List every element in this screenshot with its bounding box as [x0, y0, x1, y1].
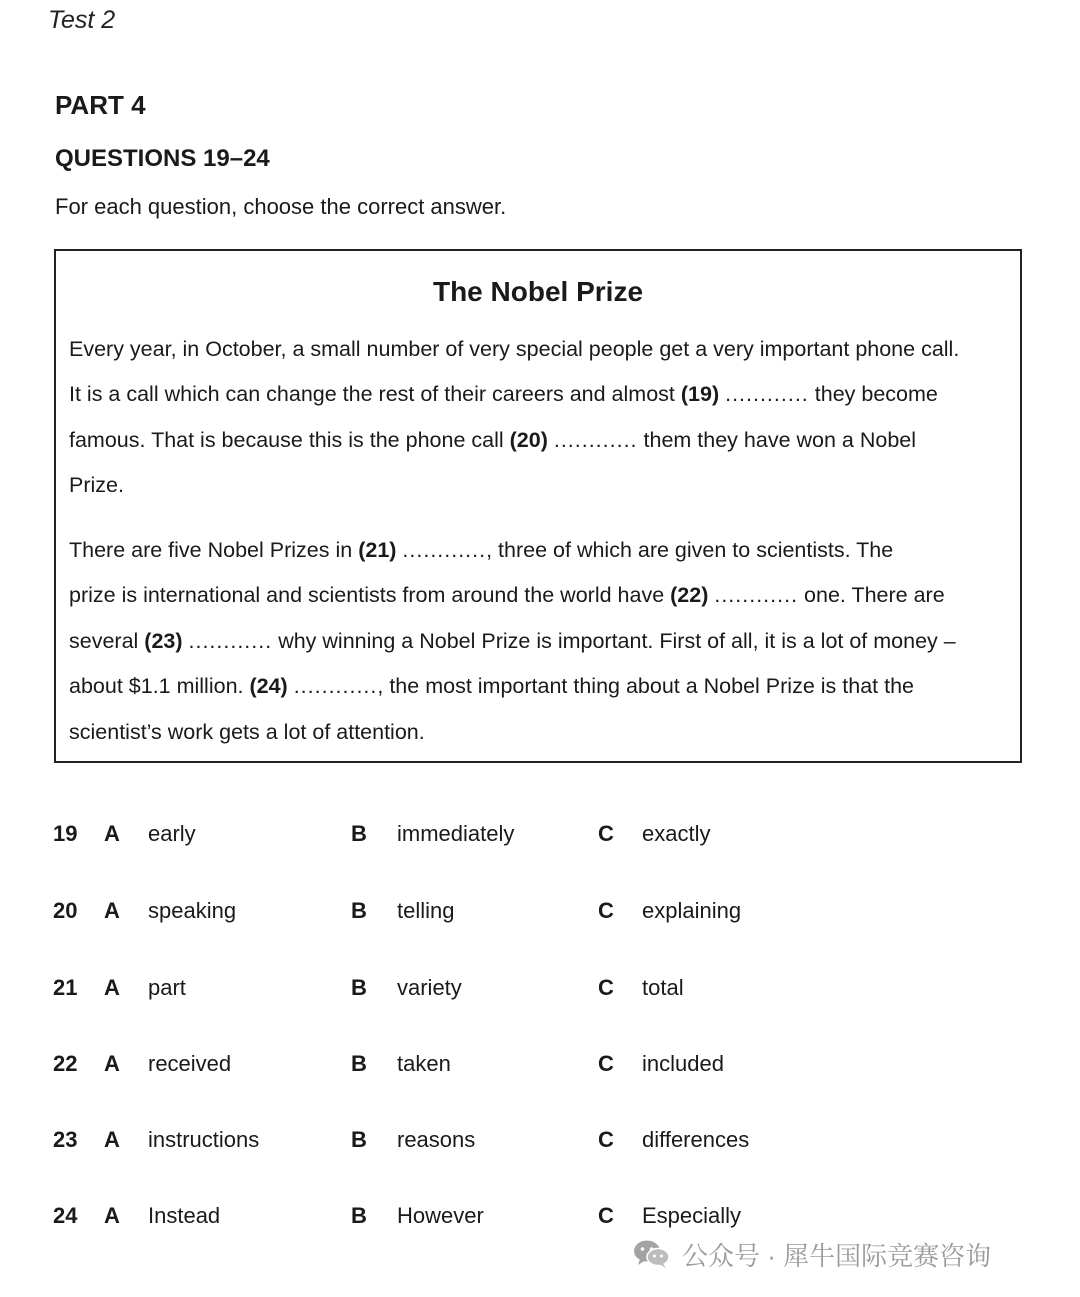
- page-header-label: Test 2: [48, 6, 116, 34]
- gap-22-blank[interactable]: ............: [714, 583, 799, 607]
- option-c-letter[interactable]: C: [598, 821, 614, 846]
- gap-20-blank[interactable]: ............: [553, 428, 638, 452]
- option-a-text[interactable]: received: [148, 1051, 232, 1076]
- passage-line-2: [69, 382, 938, 407]
- option-b-letter[interactable]: B: [351, 898, 367, 923]
- question-row-23: [0, 1127, 1080, 1167]
- option-c-letter[interactable]: C: [598, 975, 614, 1000]
- passage-text: It is a call which can change the rest of their careers and almost: [69, 382, 675, 406]
- question-number: 19: [53, 821, 78, 846]
- option-b-letter[interactable]: B: [351, 821, 367, 846]
- passage-text: they become: [814, 382, 938, 406]
- question-row-22: [0, 1051, 1080, 1091]
- option-c-text[interactable]: differences: [642, 1127, 750, 1152]
- watermark: [632, 1236, 991, 1272]
- option-c-letter[interactable]: C: [598, 1127, 614, 1152]
- passage-line-9: [69, 720, 425, 745]
- option-c-text[interactable]: total: [642, 975, 684, 1000]
- gap-21-number: (21): [358, 538, 397, 562]
- passage-title: The Nobel Prize: [432, 276, 644, 307]
- question-row-20: [0, 898, 1080, 938]
- question-row-21: [0, 975, 1080, 1015]
- option-b-letter[interactable]: B: [351, 1203, 367, 1228]
- question-number: 21: [53, 975, 78, 1000]
- passage-text: one. There are: [804, 583, 945, 607]
- question-row-19: [0, 821, 1080, 861]
- option-b-text[interactable]: taken: [397, 1051, 451, 1076]
- passage-line-7: [69, 629, 956, 654]
- question-number: 22: [53, 1051, 78, 1076]
- option-c-letter[interactable]: C: [598, 1051, 614, 1076]
- passage-text: why winning a Nobel Prize is important. First of all, it is a lot of money –: [278, 629, 956, 653]
- option-a-letter[interactable]: A: [104, 1127, 120, 1152]
- option-a-letter[interactable]: A: [104, 1051, 120, 1076]
- option-c-text[interactable]: included: [642, 1051, 724, 1076]
- passage-text: scientist’s work gets a lot of attention.: [69, 720, 425, 744]
- passage-line-8: [69, 674, 914, 699]
- passage-text: , three of which are given to scientists. The: [486, 538, 894, 562]
- gap-23-blank[interactable]: ............: [188, 629, 273, 653]
- option-a-text[interactable]: speaking: [148, 898, 237, 923]
- passage-line-5: [69, 538, 893, 563]
- option-c-text[interactable]: Especially: [642, 1203, 742, 1228]
- option-a-letter[interactable]: A: [104, 821, 120, 846]
- option-a-text[interactable]: instructions: [148, 1127, 260, 1152]
- option-a-text[interactable]: early: [148, 821, 196, 846]
- watermark-text: 公众号 · 犀牛国际竞赛咨询: [682, 1240, 992, 1271]
- question-number: 23: [53, 1127, 78, 1152]
- option-c-letter[interactable]: C: [598, 898, 614, 923]
- passage-line-3: [69, 428, 916, 453]
- passage-text: , the most important thing about a Nobel Prize is that the: [377, 674, 914, 698]
- passage-text: about $1.1 million.: [69, 674, 244, 698]
- passage-text: them they have won a Nobel: [643, 428, 917, 452]
- gap-21-blank[interactable]: ............: [402, 538, 487, 562]
- passage-text: prize is international and scientists from around the world have: [69, 583, 665, 607]
- question-number: 24: [53, 1203, 78, 1228]
- part-title: PART 4: [55, 90, 146, 120]
- option-c-letter[interactable]: C: [598, 1203, 614, 1228]
- option-b-text[interactable]: telling: [397, 898, 455, 923]
- option-b-letter[interactable]: B: [351, 975, 367, 1000]
- question-number: 20: [53, 898, 78, 923]
- option-a-letter[interactable]: A: [104, 898, 120, 923]
- passage-line-6: [69, 583, 945, 608]
- option-b-text[interactable]: However: [397, 1203, 484, 1228]
- gap-20-number: (20): [509, 428, 548, 452]
- passage-text: several: [69, 629, 139, 653]
- option-a-letter[interactable]: A: [104, 975, 120, 1000]
- option-c-text[interactable]: explaining: [642, 898, 742, 923]
- instructions-text: For each question, choose the correct answer.: [55, 194, 507, 219]
- passage-box: [54, 249, 1022, 763]
- passage-line-1: [69, 337, 959, 362]
- gap-24-blank[interactable]: ............: [293, 674, 378, 698]
- option-a-text[interactable]: Instead: [148, 1203, 221, 1228]
- option-a-text[interactable]: part: [148, 975, 186, 1000]
- gap-19-number: (19): [680, 382, 720, 406]
- passage-text: Every year, in October, a small number of very special people get a very important phone call.: [69, 337, 960, 361]
- option-b-letter[interactable]: B: [351, 1051, 367, 1076]
- option-b-letter[interactable]: B: [351, 1127, 367, 1152]
- gap-22-number: (22): [670, 583, 709, 607]
- option-c-text[interactable]: exactly: [642, 821, 711, 846]
- option-b-text[interactable]: immediately: [397, 821, 515, 846]
- gap-23-number: (23): [144, 629, 183, 653]
- gap-19-blank[interactable]: ............: [725, 382, 809, 406]
- wechat-icon: [632, 1238, 672, 1270]
- passage-text: famous. That is because this is the phone call: [69, 428, 504, 452]
- passage-line-4: [69, 473, 124, 498]
- option-b-text[interactable]: reasons: [397, 1127, 476, 1152]
- passage-text: There are five Nobel Prizes in: [69, 538, 353, 562]
- questions-title: QUESTIONS 19–24: [55, 145, 270, 172]
- option-a-letter[interactable]: A: [104, 1203, 120, 1228]
- passage-text: Prize.: [69, 473, 124, 497]
- gap-24-number: (24): [249, 674, 288, 698]
- option-b-text[interactable]: variety: [397, 975, 462, 1000]
